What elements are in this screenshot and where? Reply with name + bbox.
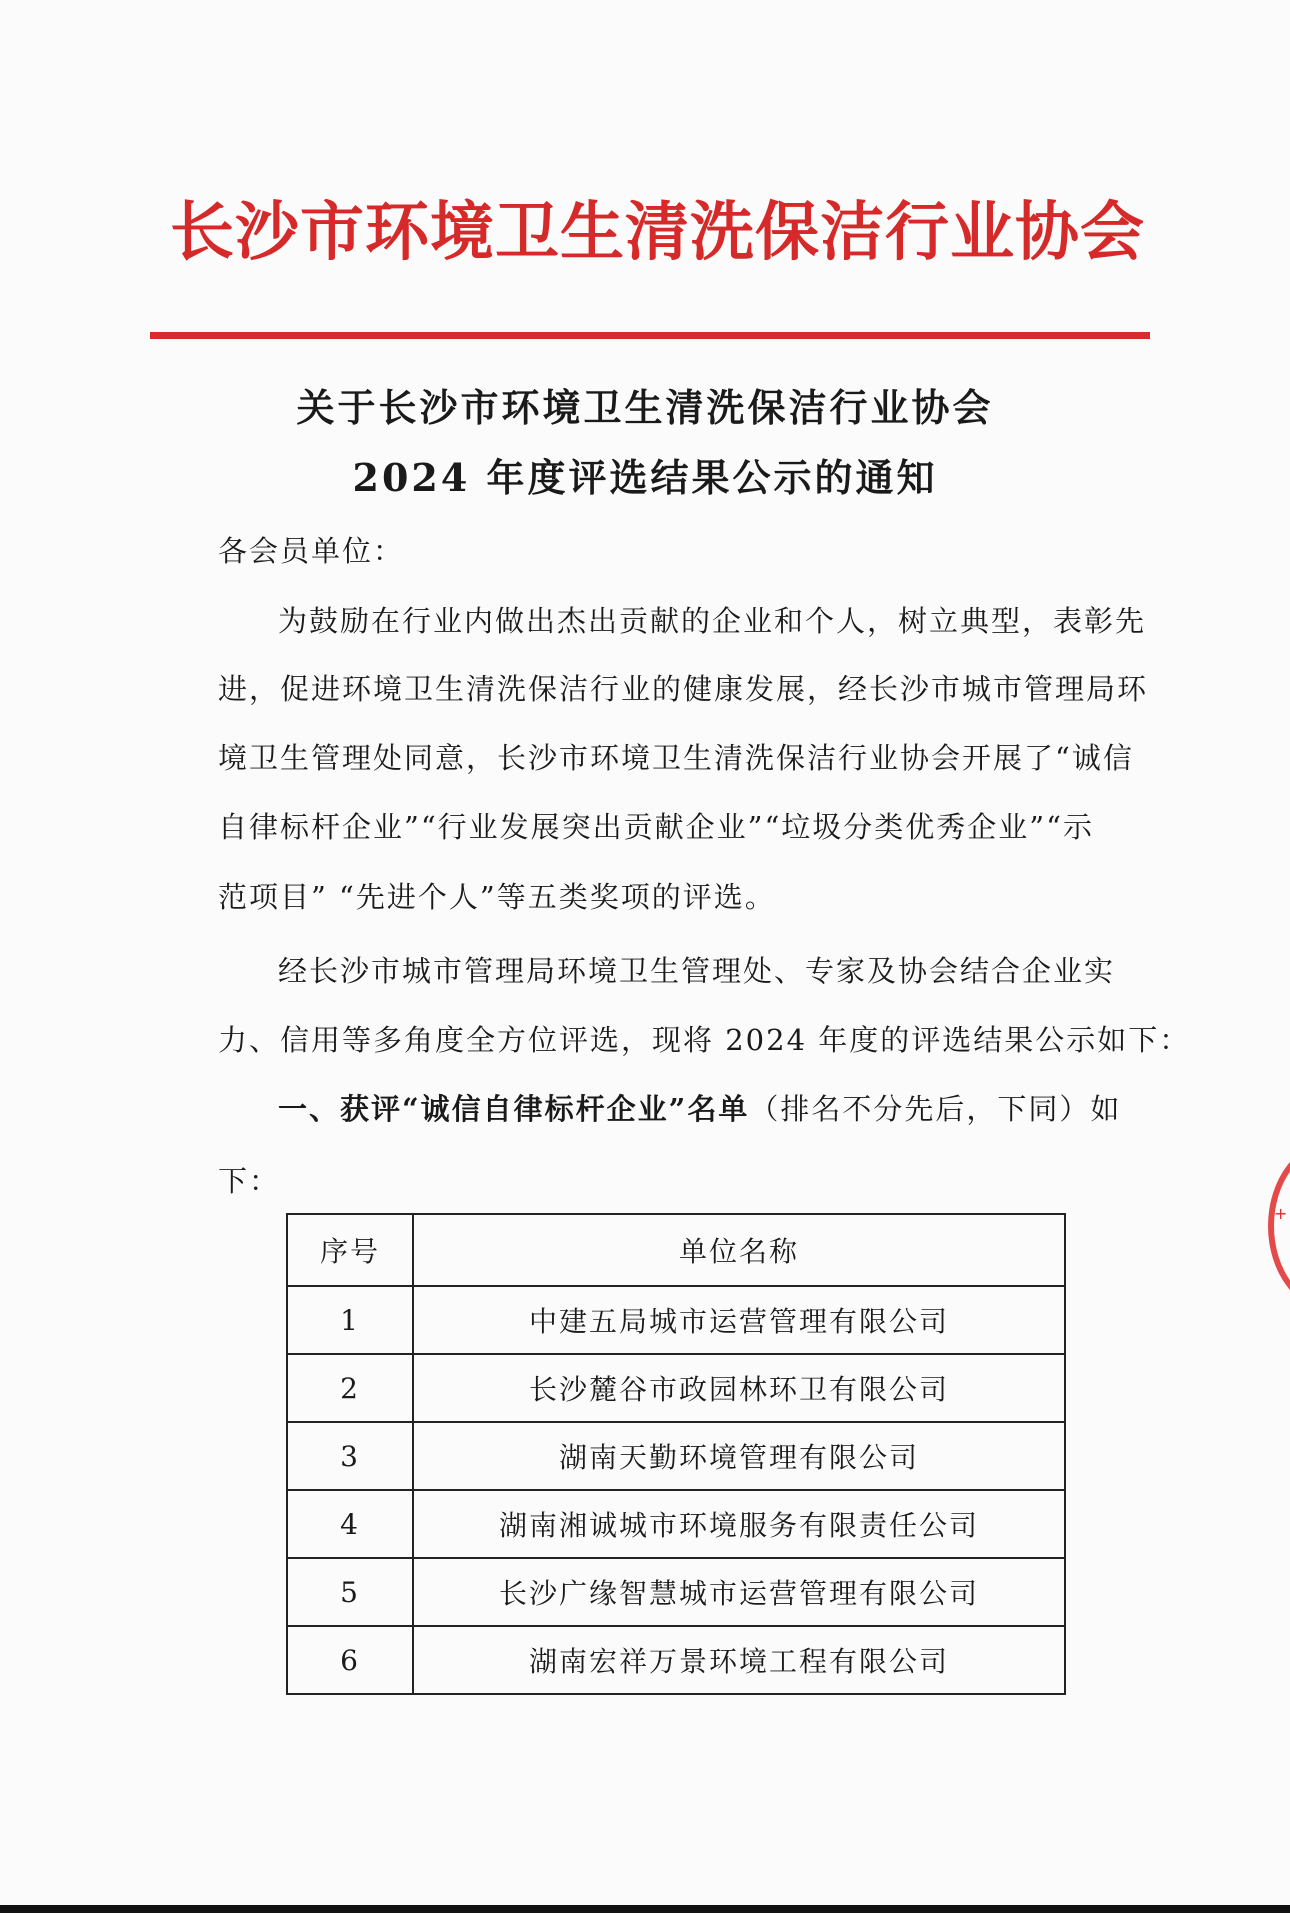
row-serial: 6 [287, 1626, 413, 1694]
row-unit-name: 湖南湘诚城市环境服务有限责任公司 [413, 1490, 1065, 1558]
section-1-heading-line [278, 1088, 1121, 1130]
paragraph-1-line-1: 为鼓励在行业内做出杰出贡献的企业和个人，树立典型，表彰先 [278, 604, 1147, 638]
table-row [287, 1626, 1065, 1694]
row-unit-name: 湖南天勤环境管理有限公司 [413, 1422, 1065, 1490]
section-1-tail: 下： [218, 1164, 281, 1198]
row-serial: 2 [287, 1354, 413, 1422]
table-row [287, 1558, 1065, 1626]
table-header-row [287, 1214, 1065, 1286]
row-unit-name: 湖南宏祥万景环境工程有限公司 [413, 1626, 1065, 1694]
table-row [287, 1354, 1065, 1422]
paragraph-2-line-1: 经长沙市城市管理局环境卫生管理处、专家及协会结合企业实 [278, 954, 1116, 988]
seal-stamp-mark: + [1274, 1204, 1288, 1223]
salutation: 各会员单位： [218, 534, 405, 568]
table-row [287, 1286, 1065, 1354]
notice-title-line-1: 关于长沙市环境卫生清洗保洁行业协会 [296, 385, 994, 430]
table-row [287, 1422, 1065, 1490]
notice-title-line-2: 2024 年度评选结果公示的通知 [352, 455, 938, 500]
section-1-heading: 一、获评“诚信自律标杆企业”名单 [278, 1092, 750, 1126]
letterhead-title: 长沙市环境卫生清洗保洁行业协会 [170, 195, 1145, 270]
header-serial: 序号 [287, 1214, 413, 1286]
row-serial: 3 [287, 1422, 413, 1490]
paragraph-1-line-3: 境卫生管理处同意，长沙市环境卫生清洗保洁行业协会开展了“诚信 [218, 741, 1134, 775]
paragraph-2-line-2: 力、信用等多角度全方位评选，现将 2024 年度的评选结果公示如下： [218, 1023, 1191, 1057]
paragraph-1-line-5: 范项目” “先进个人”等五类奖项的评选。 [218, 880, 776, 914]
letterhead-divider [150, 332, 1150, 339]
row-unit-name: 长沙麓谷市政园林环卫有限公司 [413, 1354, 1065, 1422]
scan-bottom-edge [0, 1905, 1290, 1913]
paragraph-1-line-4: 自律标杆企业”“行业发展突出贡献企业”“垃圾分类优秀企业”“示 [218, 810, 1094, 844]
table-row [287, 1490, 1065, 1558]
section-1-note: （排名不分先后，下同）如 [749, 1092, 1122, 1126]
row-unit-name: 长沙广缘智慧城市运营管理有限公司 [413, 1558, 1065, 1626]
award-list-table [286, 1213, 1066, 1695]
row-serial: 4 [287, 1490, 413, 1558]
paragraph-1-line-2: 进，促进环境卫生清洗保洁行业的健康发展，经长沙市城市管理局环 [218, 672, 1149, 706]
seal-stamp-edge [1268, 1140, 1290, 1312]
row-serial: 1 [287, 1286, 413, 1354]
row-serial: 5 [287, 1558, 413, 1626]
row-unit-name: 中建五局城市运营管理有限公司 [413, 1286, 1065, 1354]
header-unit-name: 单位名称 [413, 1214, 1065, 1286]
